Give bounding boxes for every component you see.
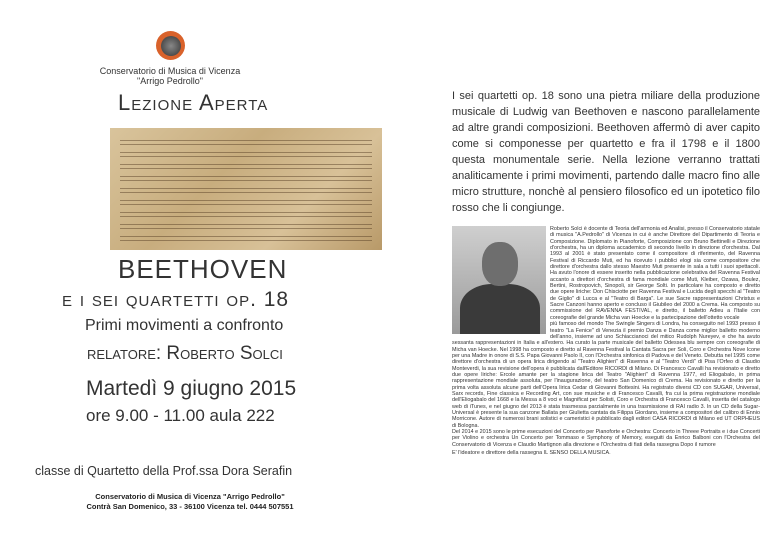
class-info: classe di Quartetto della Prof.ssa Dora Serafin (35, 464, 293, 478)
footer-line: Contrà San Domenico, 33 - 36100 Vicenza tel. 0444 507551 (86, 502, 294, 511)
bio-paragraph: più famoso del mondo The Swingle Singers di Londra, ha conseguito nel 1993 presso il teatro "La Fenice" di Venezia il premio Danza e Danza come miglior balletto moderno dell'anno, insieme ad uno Schiaccianoci del mitico Rudolph Nureyev, e che ha avuto sessanta rappresentazioni in Italia e all'estero. Ha curato la parte musicale del balletto Odessea blu sempre con coreografie di Micha van Hoecke. Nel 1998 ha composto e diretto al Ravenna Festival la Cantata Sacra per Soli, Coro e Orchestra Nove Icone per una Madre in onore di S.S. Papa Giovanni Paolo II, con l'Orchestra sinfonica di Padova e del Veneto. Debutta nel 1995 come direttore d'orchestra di un opera lirica dirigendo al "Teatro Alighieri" di Ravenna e al "Teatro Verdi" di Pisa l'Orfeo di Claudio Monteverdi, la sua revisione dell'opera è pubblicata dall'Editore RICORDI di Milano. Di Francesco Cavalli ha revisionato e diretto due opere liriche: Ercole amante per la stagione lirica del Teatro "Alighieri" di Ravenna 1977, ed Eliogabalo, in prima rappresentazione mondiale assoluta, per l'inaugurazione, del teatro San Domenico di Crema. Ha revisionato e diretto per la prima volta assoluta alcune parti dell'Opera lirica Cedar di Giovanni Bottesini. Ha registrato diversi CD con SUGAR, Universal, Sarx records, Fine classica e Recording Art, con sue musiche e di Francesco Cavalli, fra cui la prima registrazione mondiale dell'Eliogabalo del 1668 e la Messa a 8 voci e Magnificat per Solisti, Coro e Orchestra di Francesco Cavalli, inserita del catalogo web di iTunes, e nel giugno del 2013 è stata trasmessa parzialmente in una trasmissione di RAI radio 3. In un CD della Sugar-Universal è presente la sua canzone Ballata per Giulietta cantata da Filippa Giordano, insieme a compositori del calibro di Ennio Morricone. Autore di numerosi brani solistici e cameristici è pubblicato dagli editori CASA RICORDI di Milano ed UT ORPHEUS di Bologna. (452, 321, 760, 429)
biography (452, 226, 760, 456)
institution-line: Conservatorio di Musica di Vicenza (99, 66, 241, 76)
bio-paragraph: E' l'ideatore e direttore della rassegna IL SENSO DELLA MUSICA. (452, 450, 611, 457)
heading: Lezione Aperta (118, 90, 269, 115)
institution-name (60, 66, 280, 86)
subtitle: e i sei quartetti op. 18 (62, 288, 290, 311)
speaker-photo (452, 226, 546, 334)
tagline: Primi movimenti a confronto (85, 317, 284, 334)
right-column (452, 88, 760, 456)
bio-paragraph: Del 2014 e 2015 sono le prime esecuzioni del Concerto per Pianoforte e Orchestra: Concerto in Threee Portraits e i due Concerti per Violino e orchestra Un Concerto per Tommaso e Symphony of Memory, eseguiti da Enrico Balboni con l'Orchestra del Conservatorio di Vicenza e Claudio Martignon alla direzione e l'Orchestra di fiati della rassegna Dopo il rumore (452, 429, 760, 448)
event-time: ore 9.00 - 11.00 aula 222 (86, 406, 275, 425)
bio-top: Roberto Solci è docente di Teoria dell'armonia ed Analisi, presso il Conservatorio statale di musica "A.Pedrollo" di Vicenza in cui è anche Direttore del Dipartimento di Teoria e Composizione. Diplomato in Pianoforte, Composizione con Bruno Bettinelli e Direzione d'orchestra, ha un diploma accademico di secondo livello in direzione d'orchestra. Dal 1993 al 2001 è stato presentato come il compositore di riferimento, del Ravenna Festival di Riccardo Muti, ed ha ricevuto i pubblici elogi sia come compositore che direttore d'orchestra dallo stesso Maestro Muti presente in sala a tutti i suoi spettacoli. Ha avuto l'onore di essere inserito nella pubblicazione celebrativa del Ravenna Festival accanto a direttori d'orchestra di fama mondiale come Muti, Kleiber, Ozawa, Boulez, Bertini, Rostropovich, Sinopoli, sir George Solti. In particolare ha composto e diretto due opere liriche: Don Chisciotte per Ravenna Festival e Lucida degli specchi al "Teatro de Giglio" di Lucca e al "Teatro di Barga". Le sue Sacre rappresentazioni Christus e Sacre Canzoni hanno aperto e concluso il Giubileo del 2000 a Crema. Ha composto su commissione del RAVENNA FESTIVAL, e diretto, il balletto Adieu a l'Italie con coreografie del grande Micha van Hoecke e la partecipazione dell'ottetto vocale (550, 226, 760, 321)
title: BEETHOVEN (118, 254, 288, 284)
footer (40, 492, 340, 512)
conservatory-logo (156, 31, 185, 60)
manuscript-image (110, 128, 382, 250)
intro-paragraph: I sei quartetti op. 18 sono una pietra miliare della produzione musicale di Ludwig van Beethoven e nascono parallelamente ad altre grandi composizioni. Beethoven affermò di aver capito come si componesse per quartetto e fra il 1798 e il 1800 questa monumentale serie. Nella lezione verranno trattati analiticamente i primi movimenti, partendo dalle macro fino alle micro strutture, nonchè al pensiero filosofico ed un ipotetico filo rosso che li congiunge. (452, 90, 760, 214)
footer-line: Conservatorio di Musica di Vicenza "Arrigo Pedrollo" (95, 492, 285, 501)
event-date: Martedì 9 giugno 2015 (86, 377, 297, 400)
speaker: relatore: Roberto Solci (87, 343, 283, 364)
institution-line: "Arrigo Pedrollo" (137, 76, 203, 86)
